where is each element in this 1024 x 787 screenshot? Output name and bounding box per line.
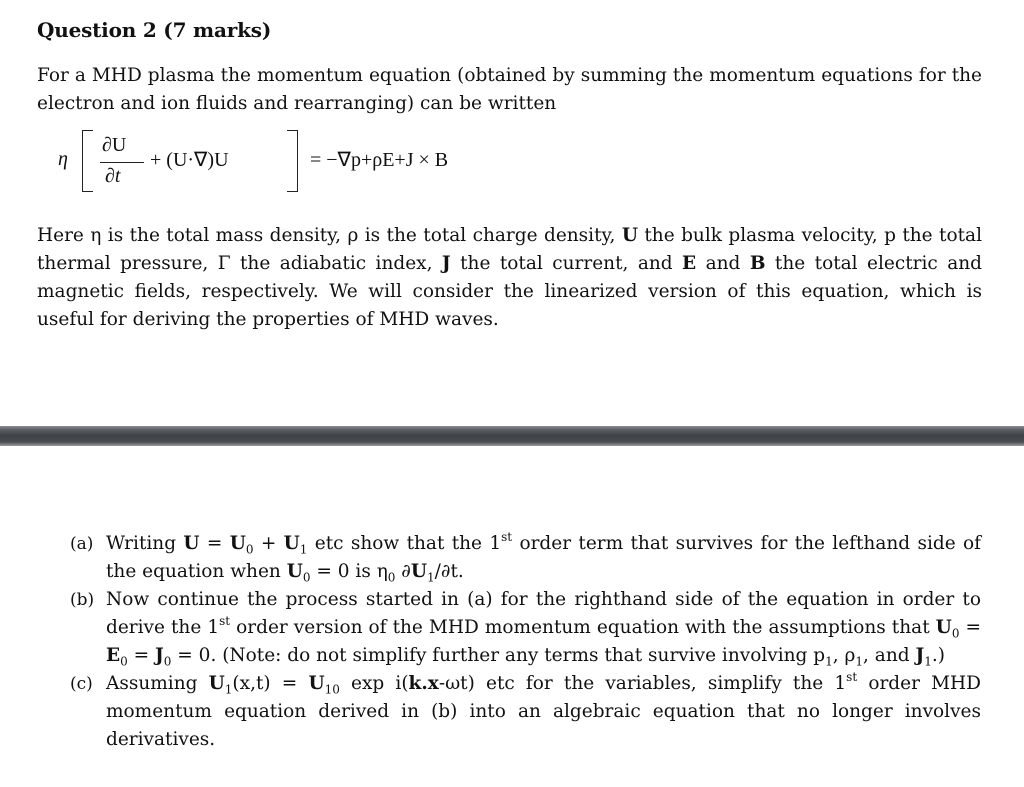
sym-U: U bbox=[410, 561, 428, 582]
eq-lhs-term: + (U·∇)U bbox=[150, 149, 229, 171]
superscript: st bbox=[846, 669, 858, 684]
definitions-paragraph bbox=[37, 222, 982, 334]
part-text: = bbox=[959, 617, 981, 638]
def-text: Here η is the total mass density, ρ is the total charge density, bbox=[37, 225, 622, 246]
def-text: the total electric and magnetic fields, respectively. We will consider the linearized version of this equation, which is useful for deriving the properties of MHD waves. bbox=[37, 253, 982, 330]
eq-right-bracket bbox=[287, 130, 298, 192]
part-text: .) bbox=[931, 645, 945, 666]
part-b-label: (b) bbox=[70, 590, 95, 610]
superscript: st bbox=[219, 613, 231, 628]
sym-U: U bbox=[208, 673, 225, 694]
eq-eta: η bbox=[58, 148, 68, 170]
sym-U: U bbox=[308, 673, 325, 694]
sym-kx: k.x bbox=[408, 673, 439, 694]
part-text: order MHD momentum equation derived in (b) into an algebraic equation that no longer involves derivatives. bbox=[106, 673, 981, 750]
subscript: 1 bbox=[825, 654, 833, 669]
part-text: order term that survives for the lefthand side of the equation when bbox=[106, 533, 981, 582]
subscript: 0 bbox=[387, 570, 396, 585]
eq-left-bracket bbox=[82, 130, 93, 192]
def-B: B bbox=[749, 253, 766, 274]
question-parts bbox=[70, 530, 981, 754]
part-text: , ρ bbox=[832, 645, 856, 666]
part-text: = 0 is η bbox=[310, 561, 388, 582]
sym-E: E bbox=[106, 645, 121, 666]
superscript: st bbox=[501, 529, 513, 544]
momentum-equation bbox=[58, 128, 578, 198]
part-text: exp i( bbox=[339, 673, 409, 694]
eq-numerator: ∂U bbox=[102, 134, 127, 156]
part-text: order version of the MHD momentum equation with the assumptions that bbox=[230, 617, 936, 638]
def-E: E bbox=[682, 253, 697, 274]
intro-paragraph: For a MHD plasma the momentum equation (obtained by summing the momentum equations for the electron and ion fluids and rearranging) can be written bbox=[37, 65, 982, 114]
sym-U: U bbox=[229, 533, 246, 554]
part-text: = bbox=[127, 645, 156, 666]
subscript: 1 bbox=[924, 654, 932, 669]
part-text: , and bbox=[863, 645, 916, 666]
part-text: /∂t. bbox=[434, 561, 464, 582]
def-text: the total current, and bbox=[450, 253, 683, 274]
sym-U: U bbox=[286, 561, 303, 582]
part-text: -ωt) etc for the variables, simplify the 1 bbox=[438, 673, 847, 694]
part-c-label: (c) bbox=[70, 674, 93, 694]
sym-J: J bbox=[155, 645, 164, 666]
subscript: 1 bbox=[427, 570, 435, 585]
part-a-label: (a) bbox=[70, 534, 94, 554]
subscript: 10 bbox=[324, 682, 340, 697]
part-b bbox=[70, 586, 981, 670]
subscript: 0 bbox=[302, 570, 311, 585]
sym-J: J bbox=[915, 645, 925, 666]
part-text: (x,t) = bbox=[232, 673, 309, 694]
part-text: + bbox=[253, 533, 284, 554]
def-text: the bulk plasma velocity, p the total thermal pressure, Γ the adiabatic index, bbox=[37, 225, 982, 274]
page-divider bbox=[0, 426, 1024, 446]
subscript: 0 bbox=[163, 654, 172, 669]
subscript: 0 bbox=[245, 542, 254, 557]
subscript: 1 bbox=[855, 654, 864, 669]
sym-U: U bbox=[183, 533, 200, 554]
part-c bbox=[70, 670, 981, 754]
part-text: etc show that the 1 bbox=[307, 533, 502, 554]
subscript: 0 bbox=[951, 626, 960, 641]
eq-fraction-bar bbox=[100, 162, 144, 163]
part-text: Assuming bbox=[106, 673, 209, 694]
part-text: Writing bbox=[106, 533, 184, 554]
part-a bbox=[70, 530, 981, 586]
def-J: J bbox=[441, 253, 451, 274]
part-text: Now continue the process started in (a) for the righthand side of the equation in order to derive the 1 bbox=[106, 589, 981, 638]
question-heading: Question 2 (7 marks) bbox=[37, 18, 272, 42]
subscript: 0 bbox=[120, 654, 128, 669]
part-text: ∂ bbox=[395, 561, 411, 582]
def-U: U bbox=[621, 225, 638, 246]
sym-U: U bbox=[283, 533, 300, 554]
eq-rhs: = −∇p+ρE+J × B bbox=[310, 149, 449, 171]
eq-denominator: ∂t bbox=[105, 165, 121, 187]
part-text: = 0. (Note: do not simplify further any terms that survive involving p bbox=[171, 645, 826, 666]
part-text: = bbox=[199, 533, 230, 554]
def-text: and bbox=[696, 253, 750, 274]
sym-U: U bbox=[935, 617, 952, 638]
subscript: 1 bbox=[224, 682, 233, 697]
subscript: 1 bbox=[299, 542, 308, 557]
